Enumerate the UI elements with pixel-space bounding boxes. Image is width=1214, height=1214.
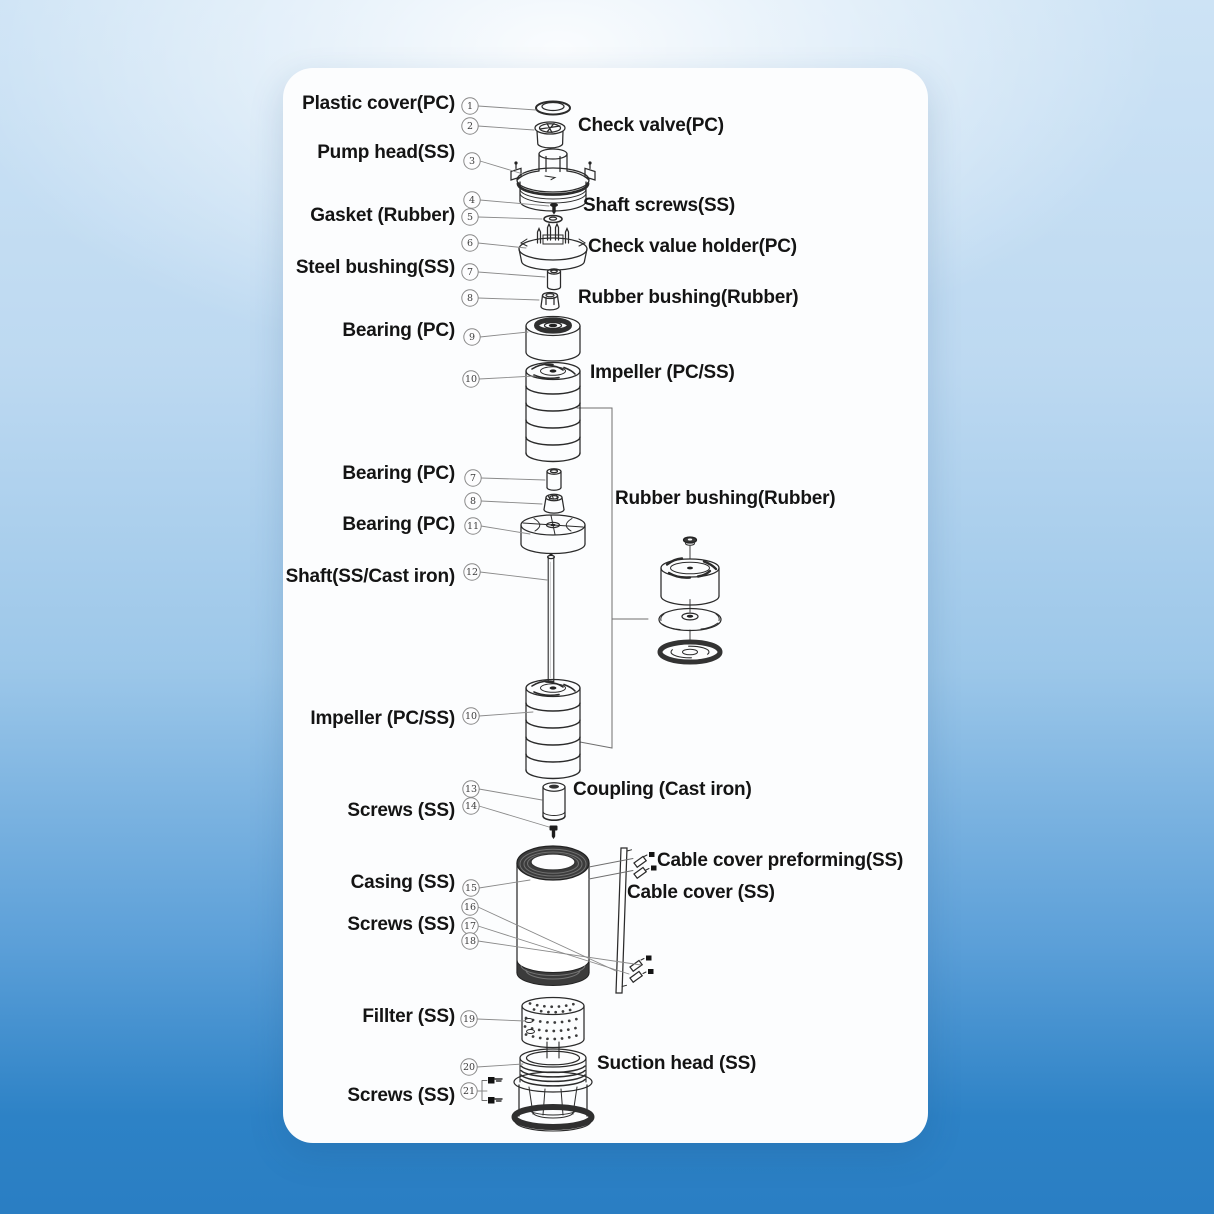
part-label: Rubber bushing(Rubber)	[615, 488, 836, 509]
callout-number: 12	[465, 567, 479, 579]
part-label: Impeller (PC/SS)	[310, 708, 455, 729]
callout-number: 6	[466, 238, 474, 250]
callout-number: 5	[466, 212, 474, 224]
callout-number: 8	[469, 496, 477, 508]
part-label: Coupling (Cast iron)	[573, 779, 752, 800]
part-label: Shaft screws(SS)	[583, 195, 736, 216]
part-label: Check value holder(PC)	[588, 236, 797, 257]
part-label: Rubber bushing(Rubber)	[578, 287, 799, 308]
callout-number: 21	[462, 1086, 476, 1098]
callout-number: 10	[464, 374, 478, 386]
part-label: Bearing (PC)	[342, 514, 455, 535]
part-label: Suction head (SS)	[597, 1053, 757, 1074]
callout-number: 16	[463, 902, 477, 914]
callout-number: 18	[463, 936, 477, 948]
callout-number: 19	[462, 1014, 476, 1026]
part-label: Screws (SS)	[347, 1085, 455, 1106]
callout-number: 7	[469, 473, 477, 485]
callout-number: 20	[462, 1062, 476, 1074]
part-label: Casing (SS)	[350, 872, 455, 893]
callout-number: 9	[468, 332, 476, 344]
callout-number: 15	[464, 883, 478, 895]
part-label: Bearing (PC)	[342, 320, 455, 341]
callout-number: 7	[466, 267, 474, 279]
callout-number: 17	[463, 921, 477, 933]
part-label: Plastic cover(PC)	[302, 93, 455, 114]
diagram-card	[283, 68, 928, 1143]
part-label: Check valve(PC)	[578, 115, 724, 136]
part-label: Shaft(SS/Cast iron)	[285, 566, 455, 587]
callout-number: 14	[464, 801, 478, 813]
part-label: Screws (SS)	[347, 800, 455, 821]
part-label: Steel bushing(SS)	[295, 257, 455, 278]
part-label: Pump head(SS)	[317, 142, 455, 163]
part-label: Screws (SS)	[347, 914, 455, 935]
part-label: Impeller (PC/SS)	[590, 362, 735, 383]
callout-number: 1	[466, 101, 474, 113]
callout-number: 10	[464, 711, 478, 723]
callout-number: 13	[464, 784, 478, 796]
part-label: Gasket (Rubber)	[310, 205, 455, 226]
part-label: Bearing (PC)	[342, 463, 455, 484]
callout-number: 3	[468, 156, 476, 168]
part-label: Fillter (SS)	[362, 1006, 455, 1027]
part-label: Cable cover preforming(SS)	[657, 850, 904, 871]
callout-number: 11	[466, 521, 480, 533]
callout-number: 8	[466, 293, 474, 305]
callout-number: 4	[468, 195, 476, 207]
labels-layer	[283, 68, 928, 1143]
part-label: Cable cover (SS)	[627, 882, 775, 903]
callout-number: 2	[466, 121, 474, 133]
